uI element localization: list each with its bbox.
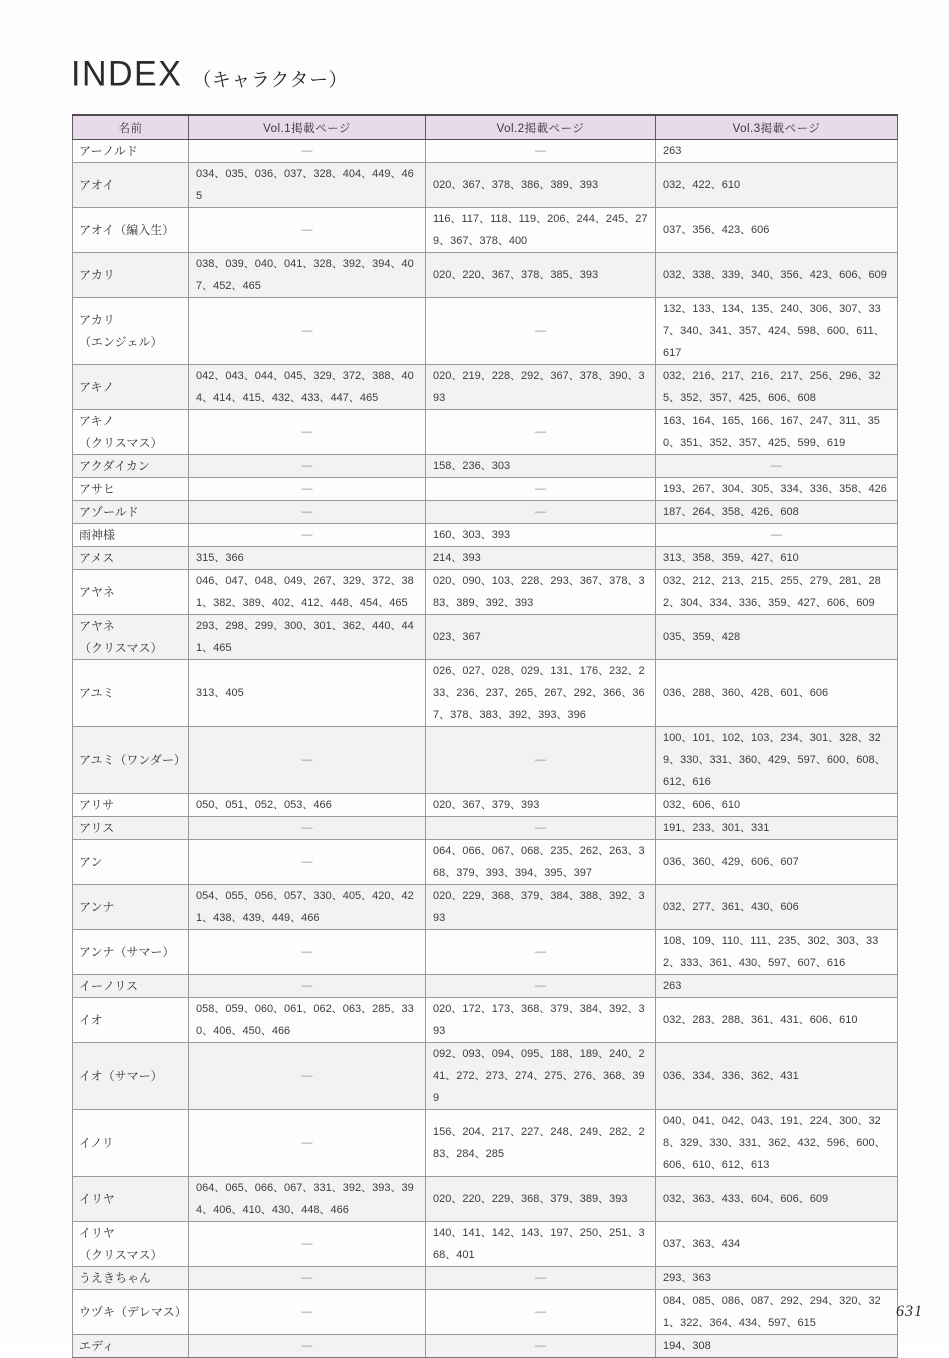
vol1-pages-cell: — (189, 727, 426, 794)
vol1-pages-cell: — (189, 1290, 426, 1335)
vol3-pages-cell: 032、363、433、604、606、609 (656, 1177, 898, 1222)
character-name-cell: イオ (73, 998, 189, 1043)
vol1-pages-cell: — (189, 208, 426, 253)
character-name-cell: アンナ（サマー） (73, 930, 189, 975)
table-row (73, 570, 898, 615)
vol1-pages-cell: 046、047、048、049、267、329、372、381、382、389、402、412、448、454、465 (189, 570, 426, 615)
vol3-pages-cell: 035、359、428 (656, 615, 898, 660)
vol1-pages-cell: — (189, 930, 426, 975)
character-name-cell: アカリ (73, 253, 189, 298)
vol1-pages-cell: — (189, 524, 426, 547)
vol3-pages-cell: 032、277、361、430、606 (656, 885, 898, 930)
vol2-pages-cell: 064、066、067、068、235、262、263、368、379、393、394、395、397 (426, 840, 656, 885)
vol1-pages-cell: — (189, 501, 426, 524)
vol2-pages-cell: — (426, 410, 656, 455)
character-name-cell: イーノリス (73, 975, 189, 998)
vol1-pages-cell: — (189, 1267, 426, 1290)
vol2-pages-cell: — (426, 727, 656, 794)
column-header-1: Vol.1掲載ページ (189, 115, 426, 140)
vol1-pages-cell: 058、059、060、061、062、063、285、330、406、450、466 (189, 998, 426, 1043)
vol3-pages-cell: 100、101、102、103、234、301、328、329、330、331、360、429、597、600、608、612、616 (656, 727, 898, 794)
vol1-pages-cell: 034、035、036、037、328、404、449、465 (189, 163, 426, 208)
character-name-cell: アンナ (73, 885, 189, 930)
table-row (73, 140, 898, 163)
table-row (73, 660, 898, 727)
vol3-pages-cell: 037、356、423、606 (656, 208, 898, 253)
vol2-pages-cell: 092、093、094、095、188、189、240、241、272、273、274、275、276、368、399 (426, 1043, 656, 1110)
vol3-pages-cell: 313、358、359、427、610 (656, 547, 898, 570)
vol1-pages-cell: 050、051、052、053、466 (189, 794, 426, 817)
character-name-cell: アカリ（エンジェル） (73, 298, 189, 365)
vol2-pages-cell: — (426, 478, 656, 501)
vol3-pages-cell: 187、264、358、426、608 (656, 501, 898, 524)
table-row (73, 1110, 898, 1177)
vol2-pages-cell: 156、204、217、227、248、249、282、283、284、285 (426, 1110, 656, 1177)
character-name-cell: アリサ (73, 794, 189, 817)
character-name-cell: アゾールド (73, 501, 189, 524)
column-header-2: Vol.2掲載ページ (426, 115, 656, 140)
page-title: INDEX (71, 54, 183, 94)
table-row (73, 208, 898, 253)
table-row (73, 365, 898, 410)
table-row (73, 885, 898, 930)
table-row (73, 975, 898, 998)
vol3-pages-cell: 032、606、610 (656, 794, 898, 817)
column-header-0: 名前 (73, 115, 189, 140)
table-row (73, 998, 898, 1043)
character-name-cell: アーノルド (73, 140, 189, 163)
character-name-cell: アサヒ (73, 478, 189, 501)
vol1-pages-cell: — (189, 1110, 426, 1177)
vol2-pages-cell: 020、090、103、228、293、367、378、383、389、392、393 (426, 570, 656, 615)
vol3-pages-cell: 263 (656, 975, 898, 998)
vol3-pages-cell: 263 (656, 140, 898, 163)
table-row (73, 410, 898, 455)
vol1-pages-cell: 313、405 (189, 660, 426, 727)
character-name-cell: アキノ (73, 365, 189, 410)
vol3-pages-cell: 032、216、217、216、217、256、296、325、352、357、425、606、608 (656, 365, 898, 410)
table-row (73, 163, 898, 208)
vol2-pages-cell: — (426, 501, 656, 524)
character-name-cell: アン (73, 840, 189, 885)
vol2-pages-cell: 020、229、368、379、384、388、392、393 (426, 885, 656, 930)
vol3-pages-cell: 036、360、429、606、607 (656, 840, 898, 885)
character-name-cell: アクダイカン (73, 455, 189, 478)
vol1-pages-cell: 042、043、044、045、329、372、388、404、414、415、432、433、447、465 (189, 365, 426, 410)
vol3-pages-cell: 040、041、042、043、191、224、300、328、329、330、331、362、432、596、600、606、610、612、613 (656, 1110, 898, 1177)
vol1-pages-cell: — (189, 410, 426, 455)
table-row (73, 253, 898, 298)
character-name-cell: アキノ（クリスマス） (73, 410, 189, 455)
vol3-pages-cell: 037、363、434 (656, 1222, 898, 1267)
vol3-pages-cell: 191、233、301、331 (656, 817, 898, 840)
table-row (73, 478, 898, 501)
vol2-pages-cell: — (426, 1267, 656, 1290)
character-name-cell: ウヅキ（デレマス） (73, 1290, 189, 1335)
vol3-pages-cell: 036、334、336、362、431 (656, 1043, 898, 1110)
character-name-cell: アメス (73, 547, 189, 570)
vol3-pages-cell: 084、085、086、087、292、294、320、321、322、364、434、597、615 (656, 1290, 898, 1335)
vol1-pages-cell: — (189, 1043, 426, 1110)
vol1-pages-cell: 064、065、066、067、331、392、393、394、406、410、430、448、466 (189, 1177, 426, 1222)
column-header-3: Vol.3掲載ページ (656, 115, 898, 140)
table-row (73, 501, 898, 524)
vol2-pages-cell: 020、220、229、368、379、389、393 (426, 1177, 656, 1222)
vol2-pages-cell: 116、117、118、119、206、244、245、279、367、378、400 (426, 208, 656, 253)
character-name-cell: アユミ (73, 660, 189, 727)
vol3-pages-cell: 193、267、304、305、334、336、358、426 (656, 478, 898, 501)
character-name-cell: アヤネ（クリスマス） (73, 615, 189, 660)
character-name-cell: うえきちゃん (73, 1267, 189, 1290)
table-row (73, 547, 898, 570)
table-row (73, 930, 898, 975)
table-row (73, 840, 898, 885)
vol2-pages-cell: 020、219、228、292、367、378、390、393 (426, 365, 656, 410)
vol2-pages-cell: — (426, 1290, 656, 1335)
character-name-cell: アヤネ (73, 570, 189, 615)
vol3-pages-cell: 032、283、288、361、431、606、610 (656, 998, 898, 1043)
vol3-pages-cell: 108、109、110、111、235、302、303、332、333、361、430、597、607、616 (656, 930, 898, 975)
table-row (73, 455, 898, 478)
vol2-pages-cell: — (426, 298, 656, 365)
vol2-pages-cell: 158、236、303 (426, 455, 656, 478)
vol3-pages-cell: 032、422、610 (656, 163, 898, 208)
vol1-pages-cell: — (189, 455, 426, 478)
vol2-pages-cell: — (426, 817, 656, 840)
vol3-pages-cell: — (656, 455, 898, 478)
vol1-pages-cell: — (189, 140, 426, 163)
vol2-pages-cell: 026、027、028、029、131、176、232、233、236、237、265、267、292、366、367、378、383、392、393、396 (426, 660, 656, 727)
table-row (73, 1267, 898, 1290)
table-row (73, 1043, 898, 1110)
vol1-pages-cell: — (189, 1222, 426, 1267)
table-row (73, 298, 898, 365)
page-number: 631 (896, 1303, 923, 1320)
character-name-cell: イオ（サマー） (73, 1043, 189, 1110)
table-row (73, 794, 898, 817)
table-row (73, 1335, 898, 1358)
index-table (72, 114, 898, 1358)
vol1-pages-cell: 293、298、299、300、301、362、440、441、465 (189, 615, 426, 660)
vol1-pages-cell: 038、039、040、041、328、392、394、407、452、465 (189, 253, 426, 298)
vol2-pages-cell: 020、220、367、378、385、393 (426, 253, 656, 298)
table-row (73, 1177, 898, 1222)
vol2-pages-cell: — (426, 1335, 656, 1358)
vol2-pages-cell: 023、367 (426, 615, 656, 660)
vol1-pages-cell: — (189, 817, 426, 840)
vol3-pages-cell: 194、308 (656, 1335, 898, 1358)
vol1-pages-cell: — (189, 298, 426, 365)
vol3-pages-cell: 032、338、339、340、356、423、606、609 (656, 253, 898, 298)
vol3-pages-cell: 132、133、134、135、240、306、307、337、340、341、357、424、598、600、611、617 (656, 298, 898, 365)
vol2-pages-cell: — (426, 930, 656, 975)
vol2-pages-cell: 020、367、378、386、389、393 (426, 163, 656, 208)
vol2-pages-cell: — (426, 140, 656, 163)
vol2-pages-cell: 020、367、379、393 (426, 794, 656, 817)
vol1-pages-cell: — (189, 1335, 426, 1358)
character-name-cell: イリヤ（クリスマス） (73, 1222, 189, 1267)
character-name-cell: エディ (73, 1335, 189, 1358)
table-header-row (73, 115, 898, 140)
vol2-pages-cell: — (426, 975, 656, 998)
vol1-pages-cell: — (189, 975, 426, 998)
vol2-pages-cell: 140、141、142、143、197、250、251、368、401 (426, 1222, 656, 1267)
character-name-cell: アオイ (73, 163, 189, 208)
vol3-pages-cell: — (656, 524, 898, 547)
vol3-pages-cell: 032、212、213、215、255、279、281、282、304、334、336、359、427、606、609 (656, 570, 898, 615)
vol3-pages-cell: 163、164、165、166、167、247、311、350、351、352、357、425、599、619 (656, 410, 898, 455)
vol2-pages-cell: 214、393 (426, 547, 656, 570)
vol1-pages-cell: — (189, 478, 426, 501)
vol2-pages-cell: 160、303、393 (426, 524, 656, 547)
character-name-cell: イノリ (73, 1110, 189, 1177)
table-row (73, 727, 898, 794)
character-name-cell: アオイ（編入生） (73, 208, 189, 253)
table-row (73, 1290, 898, 1335)
page-subtitle: （キャラクター） (192, 70, 349, 91)
vol1-pages-cell: — (189, 840, 426, 885)
table-row (73, 615, 898, 660)
table-row (73, 1222, 898, 1267)
character-name-cell: アリス (73, 817, 189, 840)
character-name-cell: アユミ（ワンダー） (73, 727, 189, 794)
page-header (71, 56, 348, 95)
vol3-pages-cell: 293、363 (656, 1267, 898, 1290)
table-row (73, 817, 898, 840)
character-name-cell: イリヤ (73, 1177, 189, 1222)
table-row (73, 524, 898, 547)
vol1-pages-cell: 315、366 (189, 547, 426, 570)
vol2-pages-cell: 020、172、173、368、379、384、392、393 (426, 998, 656, 1043)
character-name-cell: 雨神様 (73, 524, 189, 547)
vol3-pages-cell: 036、288、360、428、601、606 (656, 660, 898, 727)
vol1-pages-cell: 054、055、056、057、330、405、420、421、438、439、449、466 (189, 885, 426, 930)
